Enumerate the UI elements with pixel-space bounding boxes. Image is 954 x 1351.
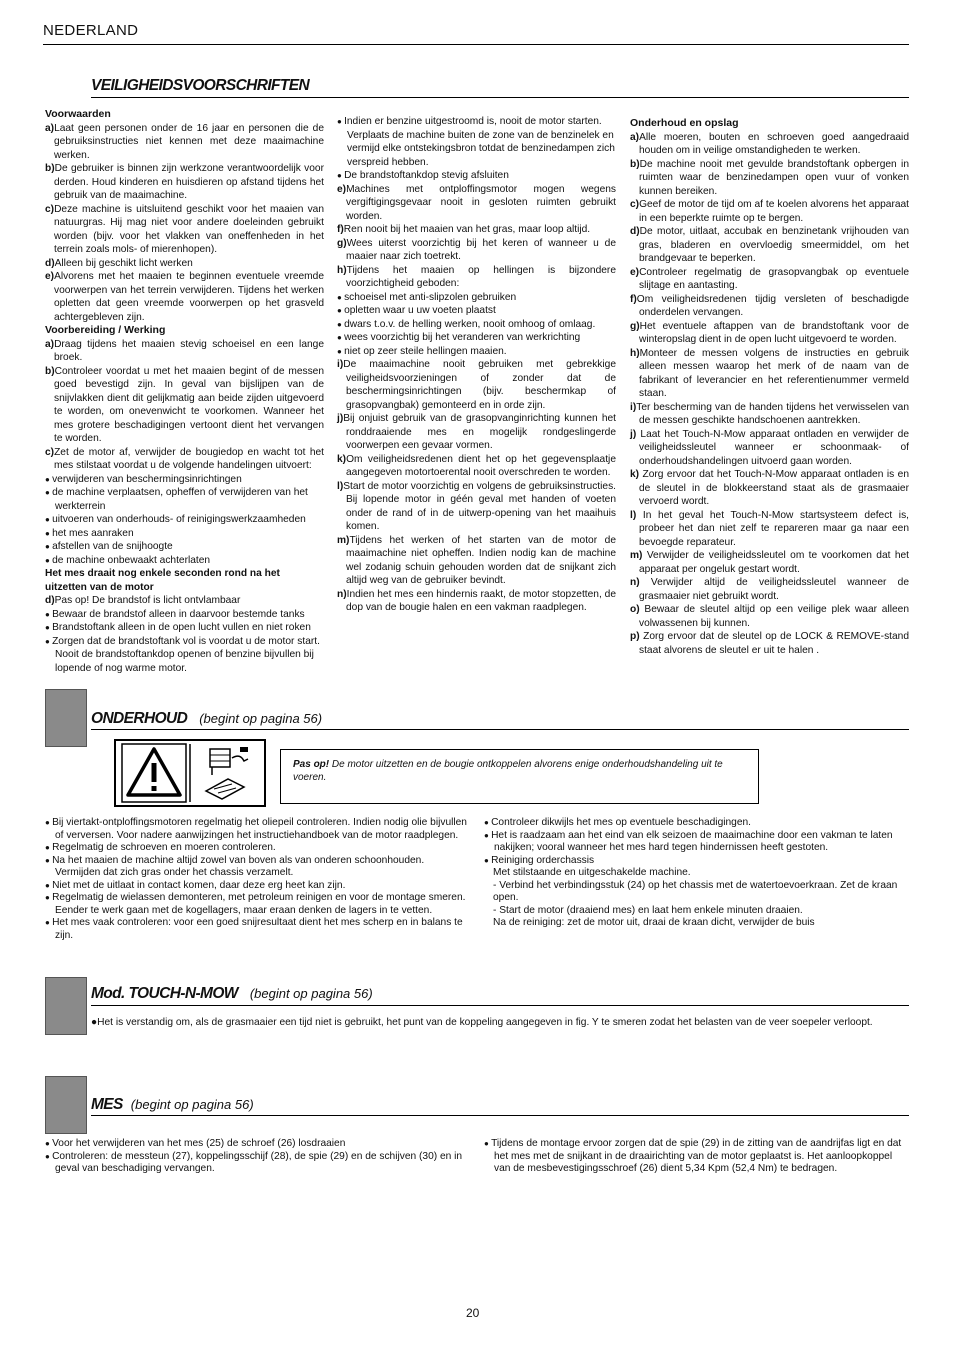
item-text: De motor, uitlaat, accubak en benzinetank vrijhouden van gras, bladeren en overvloedig smeermiddel, om het brandgevaar te beperken. (639, 226, 909, 264)
mes-right-column (484, 1138, 909, 1176)
list-item (45, 446, 324, 473)
item-label: g) (630, 320, 640, 332)
bullet-dot-icon: ● (45, 818, 53, 827)
item-label: j) (630, 428, 637, 440)
item-label: c) (630, 199, 640, 210)
onderhoud-subtitle: (begint op pagina 56) (199, 711, 323, 726)
bullet-item (45, 621, 324, 635)
item-label: h) (337, 264, 347, 276)
bullet-item (484, 817, 909, 830)
item-text: Wees uiterst voorzichtig bij het keren of wanneer u de maaier naar zich toetrekt. (346, 237, 616, 262)
bullet-item (45, 1151, 470, 1176)
item-label: k) (337, 453, 347, 465)
bullet-dot-icon: ● (45, 843, 53, 852)
safety-column-3 (630, 117, 909, 657)
bullet-text: Indien er benzine uitgestroomd is, nooit de motor starten. Verplaats de machine buiten de zone van de benzinelek en vermijd elke ontstekingsbron totdat de benzinedampen zich verspreid hebben. (344, 116, 615, 168)
touch-title (91, 985, 373, 1003)
bullet-text: verwijderen van beschermingsinrichtingen (52, 473, 242, 485)
bullet-dot-icon: ● (484, 855, 492, 865)
onderhoud-title (91, 710, 322, 728)
warning-pictogram (114, 739, 266, 807)
item-text: Bij onjuist gebruik van de grasopvanginrichting kunnen het ronddraaiende mes en mogelijk rondgeslingerde voorwerpen een gevaar vormen. (343, 413, 616, 451)
item-text: De machine nooit met gevulde brandstoftank opbergen in ruimten waar de benzinedampen open vuur of vonken kunnen bereiken. (639, 158, 909, 197)
header-divider (43, 44, 909, 45)
bullet-item (45, 540, 324, 554)
bullet-item (484, 830, 909, 855)
item-label: k) (630, 469, 640, 480)
bullet-item (45, 855, 470, 880)
item-label: e) (45, 271, 55, 282)
touch-title-rule (91, 1005, 909, 1006)
bullet-item (45, 635, 324, 676)
mes-left-column (45, 1138, 470, 1176)
item-label: d) (630, 226, 640, 237)
item-text: Om veiligheidsredenen dient het op het gegevensplaatje aangegeven motortoerental nooit overschreden te worden. (346, 453, 616, 478)
bullet-text: uitvoeren van onderhouds- of reinigingswerkzaamheden (52, 514, 306, 525)
list-item (630, 401, 909, 428)
onderhoud-title-rule (91, 729, 909, 730)
bullet-text: de machine verplaatsen, opheffen of verwijderen van het werkterrein (52, 487, 308, 512)
item-text: Machines met ontploffingsmotor mogen wegens vergiftigingsgevaar nooit in gesloten ruimten gebruikt worden. (346, 183, 616, 222)
paragraph: - Start de motor (draaiend mes) en laat hem enkele minuten draaien. (493, 904, 803, 916)
spark-plug-disconnect-icon (206, 747, 248, 799)
bullet-text: Zorgen dat de brandstoftank vol is voordat u de motor start. Nooit de brandstoftankdop openen of benzine bijvullen bij lopende of nog warme motor. (52, 635, 320, 674)
item-text: Laat geen personen onder de 16 jaar en personen die de gebruiksinstructies niet kennen met deze maaimachine werken. (54, 122, 324, 161)
list-item (337, 237, 616, 264)
item-label: a) (630, 131, 640, 143)
list-item (337, 358, 616, 412)
touch-text (91, 1017, 919, 1030)
bullet-item (45, 842, 470, 855)
bullet-dot-icon: ● (337, 306, 345, 315)
bullet-dot-icon: ● (45, 880, 53, 890)
section-marker-touch-n-mow (45, 977, 87, 1035)
bullet-text: schoeisel met anti-slipzolen gebruiken (344, 291, 517, 303)
list-item (45, 270, 324, 324)
item-label: i) (630, 401, 637, 413)
item-label: b) (45, 163, 55, 174)
item-text: Laat het Touch-N-Mow apparaat ontladen en verwijder de veiligheidssleutel wanneer er schoonmaak- of onderhoudshandelingen uitvoerd gaan worden. (636, 428, 909, 467)
item-text: Alleen bij geschikt licht werken (54, 257, 193, 269)
item-label: b) (45, 365, 55, 377)
item-text: Ter bescherming van de handen tijdens het verwisselen van de messen geschikte handschoenen aantrekken. (636, 401, 909, 426)
bullet-item (337, 304, 616, 318)
list-item (45, 203, 324, 257)
list-item (630, 347, 909, 401)
list-item (337, 453, 616, 480)
item-text: Verwijder de veiligheidssleutel om te voorkomen dat het apparaat per ongeluk gestart wordt. (639, 550, 909, 575)
bullet-text: Controleren: de messteun (27), koppelingsschijf (28), de spie (29) en de schijven (30) en in geval van beschadiging vervangen. (52, 1150, 463, 1174)
touch-title-text: Mod. TOUCH-N-MOW (91, 985, 238, 1002)
list-item (337, 223, 616, 237)
bullet-dot-icon: ● (45, 555, 53, 565)
item-label: l) (337, 480, 344, 492)
bullet-item (337, 345, 616, 359)
bullet-dot-icon: ● (484, 1139, 492, 1148)
item-text: Ren nooit bij het maaien van het gras, maar loop altijd. (343, 224, 591, 235)
bullet-item (337, 318, 616, 332)
bullet-dot-icon: ● (45, 609, 53, 619)
bullet-text: Tijdens de montage ervoor zorgen dat de spie (29) in de zitting van de aandrijfas ligt en dat het mes met de snijkant in de draairichting van de motor geplaatst is. Het aanloopkoppel van de mesbevestigingsschroef (26) dient 5,34 Kpm (52,4 Nm) te bedragen. (491, 1138, 902, 1174)
item-text: Zorg ervoor dat de sleutel op de LOCK & REMOVE-stand staat alvorens de sleutel er uit te halen . (639, 631, 909, 656)
list-item (630, 131, 909, 158)
list-item (630, 630, 909, 657)
item-text: Om veiligheidsredenen tijdig versleten of beschadigde onderdelen vervangen. (636, 293, 909, 318)
bullet-text: Na het maaien de machine altijd zowel van boven als van onderen schoonhouden. Vermijden dat zich gras onder het chassis verzamelt. (52, 854, 425, 878)
item-text: Indien het mes een hindernis raakt, de motor stopzetten, de dop van de bougie halen en een vakman raadplegen. (346, 588, 616, 613)
bullet-dot-icon: ● (484, 830, 492, 840)
item-text: Tijdens het werken of het starten van de motor de maaimachine niet opheffen. Indien nodig kan de machine wel zodanig schuin gehouden worden dat de snijkant zich altijd weg van de gebruiker bevindt. (346, 534, 616, 586)
bullet-dot-icon: ● (337, 117, 345, 126)
bullet-text: Reiniging orderchassis (491, 854, 595, 866)
onderhoud-title-text: ONDERHOUD (91, 710, 188, 727)
item-text: De maaimachine nooit gebruiken met gebrekkige veiligheidsvoorzieningen of zonder dat de beschermingsinrichtingen (bijv. beschermkap of grasopvangbak) gemonteerd en in orde zijn. (343, 359, 616, 411)
bullet-text: de machine onbewaakt achterlaten (52, 554, 211, 566)
item-label: f) (630, 293, 637, 305)
bullet-text: De brandstoftankdop stevig afsluiten (344, 170, 509, 181)
bullet-item (45, 608, 324, 622)
bullet-dot-icon: ● (337, 319, 345, 329)
bullet-item (337, 169, 616, 183)
bullet-dot-icon: ● (45, 855, 53, 865)
item-text: Controleer voordat u met het maaien begint of de messen goed bevestigd zijn. In geval van bijslijpen van de snijvlakken dient dit gelijkmatig aan beide zijden uitgevoerd te worden, om onevenwicht te voorkomen. Wanneer het mes grotere beschadigingen vertoont dient het vervangen te worden. (54, 365, 324, 444)
list-item (630, 509, 909, 550)
list-item (630, 293, 909, 320)
maintenance-warning-box (280, 749, 759, 804)
bullet-dot-icon: ● (45, 542, 53, 551)
bullet-text: niet op zeer steile hellingen maaien. (344, 345, 507, 357)
item-label: l) (630, 509, 637, 521)
item-text: Zet de motor af, verwijder de bougiedop en wacht tot het mes stilstaat voordat u de volgende handelingen uitvoert: (54, 446, 324, 471)
safety-column-2 (337, 115, 616, 615)
bullet-text: Brandstoftank alleen in de open lucht vullen en niet roken (52, 622, 311, 633)
bullet-text: wees voorzichtig bij het veranderen van werkrichting (344, 332, 581, 343)
item-label: e) (630, 266, 640, 278)
bullet-text: opletten waar u uw voeten plaatst (344, 305, 496, 316)
safety-column-1 (45, 108, 324, 675)
bullet-item (45, 554, 324, 568)
list-item (630, 576, 909, 603)
list-item (630, 225, 909, 266)
bullet-dot-icon: ● (45, 918, 53, 927)
bullet-text: Bewaar de brandstof alleen in daarvoor bestemde tanks (52, 608, 305, 620)
item-text: Controleer regelmatig de grasopvangbak op eventuele slijtage en aantasting. (639, 266, 909, 291)
bullet-text: Het mes vaak controleren: voor een goed snijresultaat dient het mes scherp en in balans te zijn. (52, 917, 463, 941)
list-item (337, 480, 616, 534)
bullet-item (337, 291, 616, 305)
bullet-dot-icon: ● (45, 528, 53, 538)
mes-title-rule (91, 1115, 909, 1116)
item-text: Draag tijdens het maaien stevig schoeisel en een lange broek. (54, 338, 324, 363)
warning-triangle-icon (128, 749, 180, 795)
bullet-dot-icon: ● (45, 1151, 53, 1161)
bullet-text: Voor het verwijderen van het mes (25) de schroef (26) losdraaien (52, 1138, 346, 1149)
bullet-dot-icon: ● (337, 333, 345, 342)
item-label: p) (630, 631, 640, 642)
bullet-item (484, 1138, 909, 1176)
touch-text-body: Het is verstandig om, als de grasmaaier een tijd niet is gebruikt, het punt van de koppeling aangegeven in fig. Y te smeren zodat het belasten van de veer soepeler verloopt. (97, 1017, 873, 1028)
bullet-text: Regelmatig de schroeven en moeren controleren. (52, 842, 276, 853)
list-item (630, 320, 909, 347)
bullet-dot-icon: ● (337, 171, 345, 180)
bullet-item (337, 331, 616, 345)
item-text: Het eventuele aftappen van de brandstoftank voor de winteropslag dient in de open lucht uitgevoerd te worden. (639, 320, 909, 345)
item-label: n) (630, 577, 640, 588)
list-item (45, 162, 324, 203)
list-item (45, 122, 324, 163)
bullet-item (45, 527, 324, 541)
mes-title-text: MES (91, 1096, 123, 1113)
bullet-item (45, 917, 470, 942)
list-item (630, 158, 909, 199)
list-item (630, 468, 909, 509)
item-text: Bewaar de sleutel altijd op een veilige plek waar alleen volwassenen bij kunnen. (639, 604, 909, 629)
list-item (630, 198, 909, 225)
item-text: Zorg ervoor dat het Touch-N-Mow apparaat ontladen is en de sleutel in de blokkeerstand staat als de grasmaaier vervoerd wordt. (639, 469, 909, 507)
bullet-dot-icon: ● (45, 474, 53, 484)
item-text: Monteer de messen volgens de instructies en gebruik alleen messen waarop het merk of de naam van de fabrikant of leverancier en het referentienummer vermeld staan. (639, 347, 909, 399)
bullet-dot-icon: ● (45, 893, 53, 902)
onderhoud-right-column (484, 817, 909, 930)
bullet-item (484, 855, 909, 868)
subsection-heading: Voorwaarden (45, 108, 111, 120)
paragraph: Met stilstaande en uitgeschakelde machine. (493, 867, 691, 878)
item-label: f) (337, 224, 344, 235)
bullet-text: Controleer dikwijls het mes op eventuele beschadigingen. (491, 817, 751, 828)
bullet-text: het mes aanraken (52, 527, 134, 539)
bullet-text: afstellen van de snijhoogte (52, 541, 173, 552)
bullet-item (45, 892, 470, 917)
paragraph: Na de reiniging: zet de motor uit, draai de kraan dicht, verwijder de buis (493, 917, 815, 928)
bullet-dot-icon: ● (45, 623, 53, 632)
list-item (45, 257, 324, 271)
section-marker-onderhoud (45, 689, 87, 747)
touch-subtitle: (begint op pagina 56) (249, 986, 373, 1001)
item-label: m) (337, 534, 350, 546)
section-marker-mes (45, 1076, 87, 1134)
item-label: a) (45, 122, 55, 134)
item-text: Pas op! De brandstof is licht ontvlambaar (54, 595, 241, 606)
safety-title-rule (91, 97, 909, 98)
bullet-dot-icon: ● (484, 818, 492, 827)
bullet-item (45, 473, 324, 487)
list-item (337, 588, 616, 615)
item-text: Alle moeren, bouten en schroeven goed aangedraaid houden om in veilige omstandigheden te werken. (639, 131, 909, 156)
bullet-item (45, 817, 470, 842)
bullet-dot-icon: ● (45, 636, 53, 646)
item-label: j) (337, 413, 344, 424)
warning-note: Het mes draait nog enkele seconden rond na het uitzetten van de motor (45, 568, 280, 593)
bullet-dot-icon: ● (337, 292, 345, 302)
warning-text: De motor uitzetten en de bougie ontkoppelen alvorens enige onderhoudshandeling uit te voeren. (293, 759, 723, 783)
list-item (630, 266, 909, 293)
item-text: Alvorens met het maaien te beginnen eventuele vreemde voorwerpen van het terrein verwijderen. Tijdens het werken opletten dat geen vreemde voorwerpen op het grasveld achtergebleven zijn. (54, 271, 324, 323)
bullet-item (337, 115, 616, 169)
item-label: e) (337, 183, 347, 195)
item-label: h) (630, 347, 640, 359)
list-item (337, 534, 616, 588)
mes-title (91, 1096, 254, 1114)
subsection-heading: Voorbereiding / Werking (45, 324, 166, 336)
bullet-dot-icon: ● (337, 346, 345, 356)
bullet-text: dwars t.o.v. de helling werken, nooit omhoog of omlaag. (344, 318, 596, 330)
mes-subtitle: (begint op pagina 56) (130, 1097, 254, 1112)
item-label: g) (337, 237, 347, 249)
safety-title: VEILIGHEIDSVOORSCHRIFTEN (91, 77, 310, 94)
bullet-dot-icon: ● (45, 515, 53, 524)
list-item (45, 594, 324, 608)
item-label: m) (630, 550, 643, 561)
list-item (45, 365, 324, 446)
paragraph: - Verbind het verbindingsstuk (24) op het chassis met de watertoevoerkraan. Zet de kraan open. (493, 879, 898, 903)
item-label: c) (45, 446, 55, 458)
list-item (45, 338, 324, 365)
item-text: Geef de motor de tijd om af te koelen alvorens het apparaat in een beperkte ruimte op te bergen. (639, 199, 909, 224)
item-label: n) (337, 588, 347, 600)
item-text: De gebruiker is binnen zijn werkzone verantwoordelijk voor derden. Houd kinderen en huisdieren op afstand tijdens het gebruik van de maaimachine. (54, 163, 324, 201)
page-number: 20 (466, 1306, 480, 1320)
page-header-country: NEDERLAND (43, 22, 139, 39)
bullet-text: Regelmatig de wielassen demonteren, met petroleum reinigen en voor de montage smeren. Eender te werk gaan met de kogellagers, maar eraan denken de lagers in te vetten. (52, 892, 466, 916)
item-label: i) (337, 359, 344, 370)
bullet-item (45, 880, 470, 893)
item-text: Deze machine is uitsluitend geschikt voor het maaien van natuurgras. Hij mag niet voor andere doeleinden gebruikt worden (bijv. voor het vlakken van oneffenheden in het terrein zoals mols- of mierenhopen). (54, 203, 324, 255)
item-text: Verwijder altijd de veiligheidssleutel wanneer de grasmaaier niet gebruikt wordt. (639, 577, 909, 602)
bullet-item (45, 486, 324, 513)
bullet-item (45, 1138, 470, 1151)
bullet-dot-icon: ● (45, 488, 53, 497)
list-item (337, 183, 616, 224)
item-label: d) (45, 257, 55, 269)
item-text: Start de motor voorzichtig en volgens de gebruiksinstructies. Bij lopende motor in géén geval met handen of voeten onder de rand of in de uitwerp-opening van het maaihuis komen. (343, 480, 616, 532)
item-label: b) (630, 158, 640, 170)
bullet-text: Niet met de uitlaat in contact komen, daar deze erg heet kan zijn. (52, 879, 346, 891)
bullet-dot-icon: ● (91, 1017, 98, 1028)
list-item (630, 549, 909, 576)
item-label: d) (45, 595, 55, 606)
onderhoud-left-column (45, 817, 470, 942)
list-item (337, 264, 616, 291)
item-text: Tijdens het maaien op hellingen is bijzondere voorzichtigheid geboden: (346, 264, 616, 289)
item-label: o) (630, 604, 640, 615)
list-item (630, 603, 909, 630)
subsection-heading: Onderhoud en opslag (630, 117, 739, 129)
item-label: a) (45, 338, 55, 350)
warning-label: Pas op! (293, 759, 330, 770)
item-label: c) (45, 203, 55, 215)
bullet-text: Bij viertakt-ontploffingsmotoren regelmatig het oliepeil controleren. Indien nodig olie bijvullen of verversen. Voor nadere aanwijzingen het instructiehandboek van de motor raadplegen. (52, 817, 467, 841)
list-item (337, 412, 616, 453)
bullet-item (45, 513, 324, 527)
list-item (630, 428, 909, 469)
bullet-dot-icon: ● (45, 1139, 53, 1148)
item-text: In het geval het Touch-N-Mow startsysteem defect is, probeer het dan niet zelf te repareren maar ga naar een bevoegde reparateur. (636, 509, 909, 548)
bullet-text: Het is raadzaam aan het eind van elk seizoen de maaimachine door een vakman te laten nakijken; vooral wanneer het mes hard tegen hindernissen heeft gestoten. (491, 829, 893, 853)
